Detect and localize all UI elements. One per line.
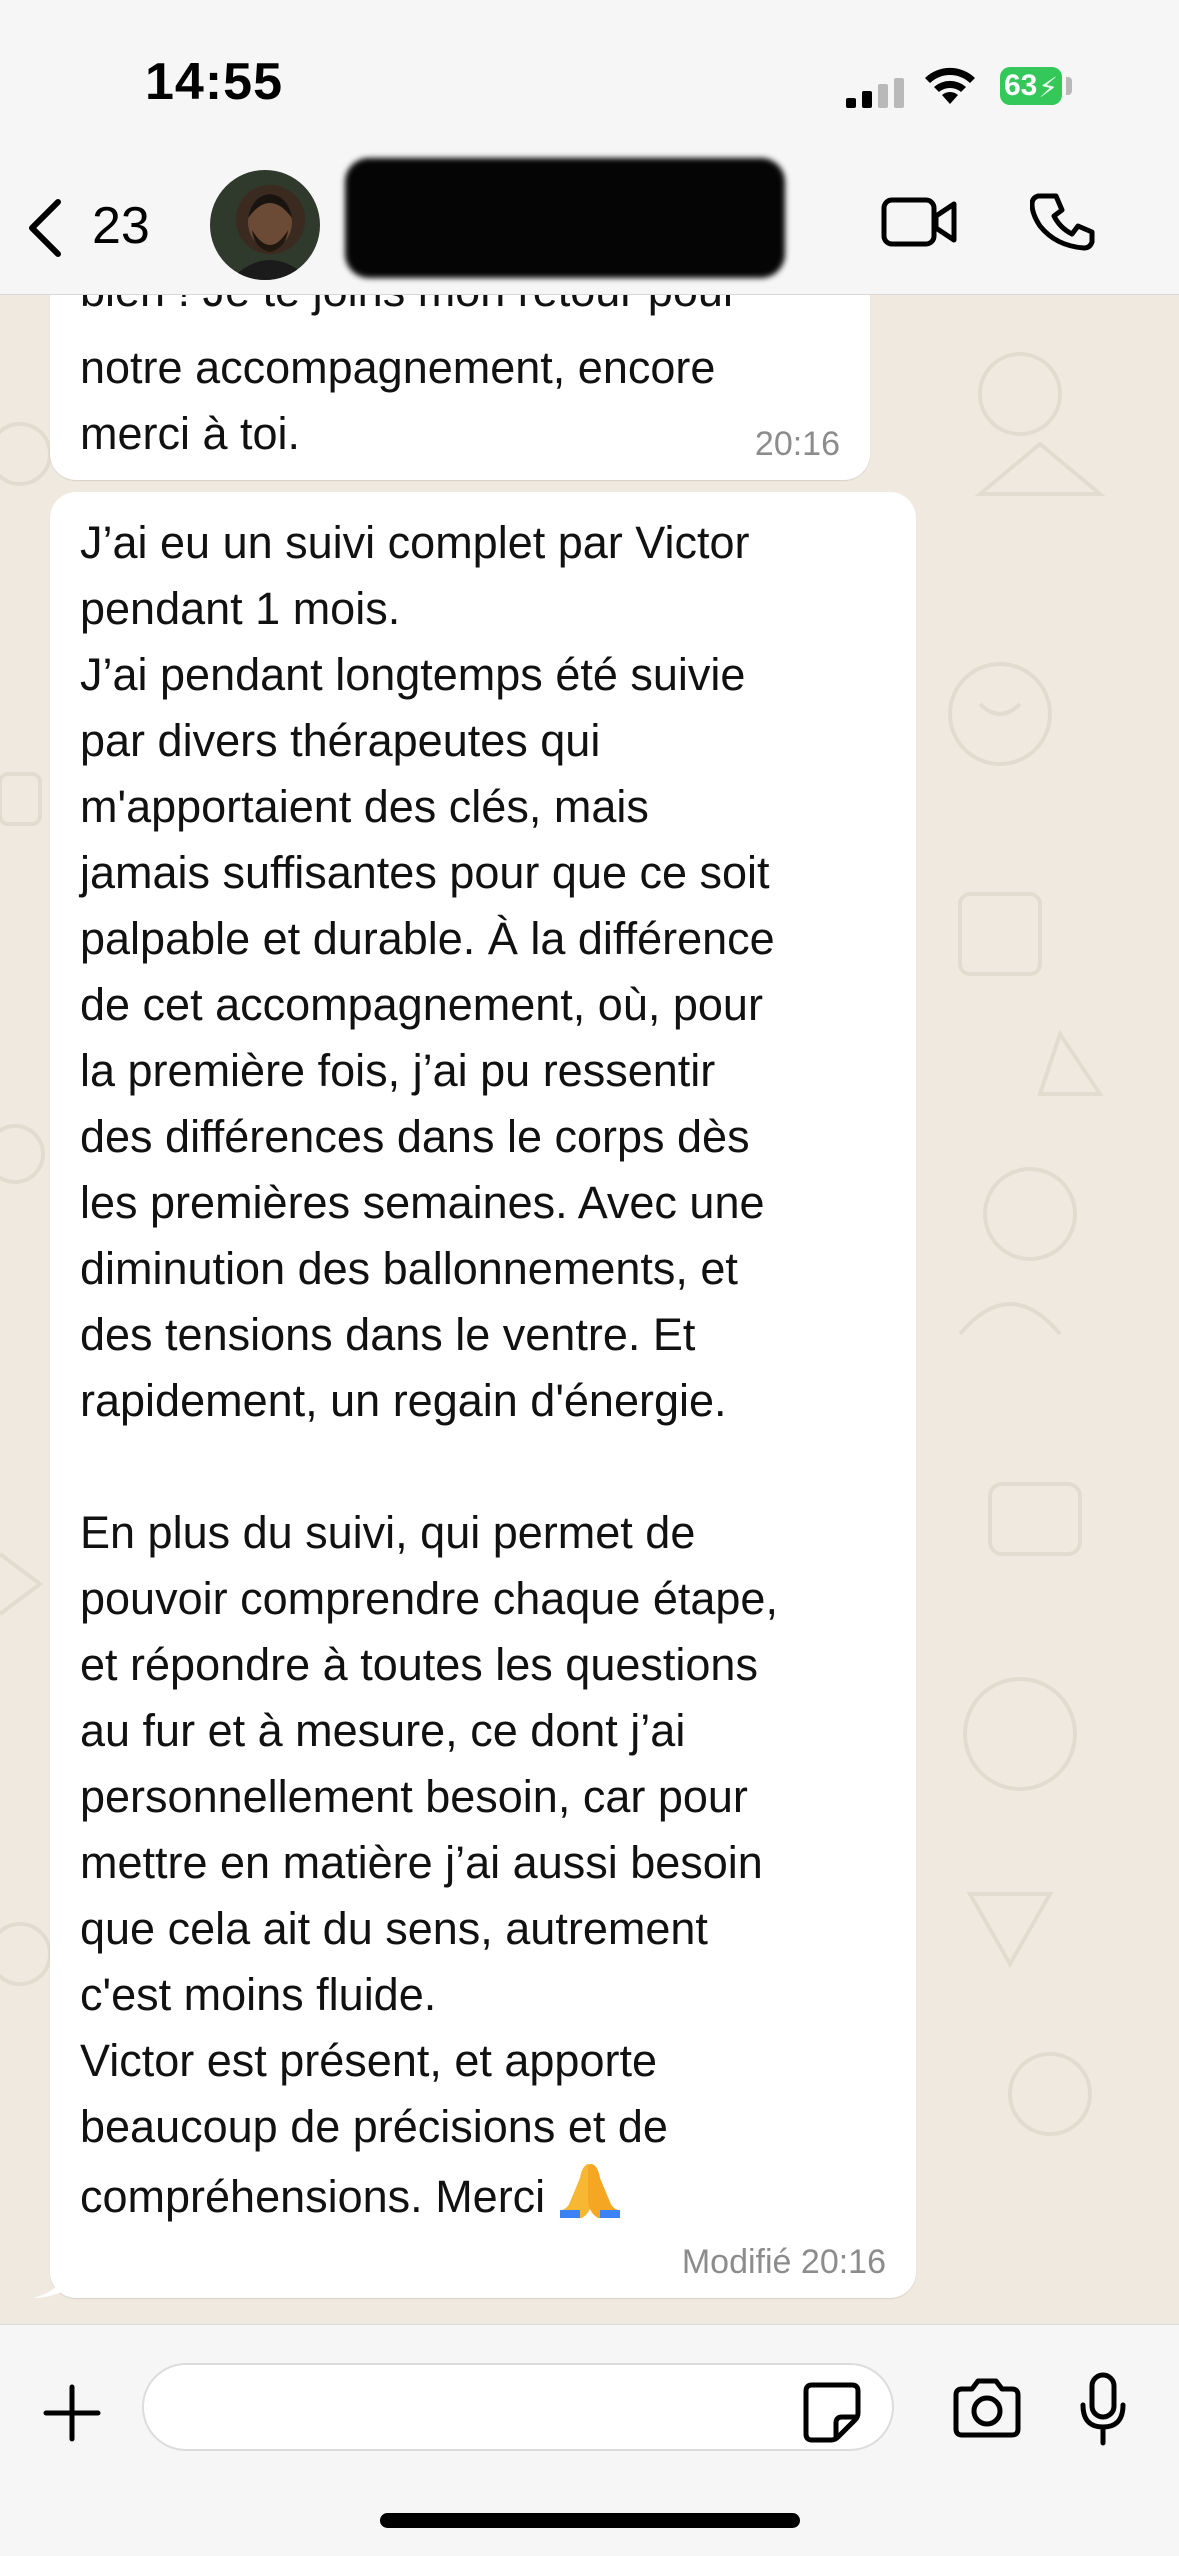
message-text-line: des différences dans le corps dès (80, 1111, 750, 1162)
message-text-line: diminution des ballonnements, et (80, 1243, 738, 1294)
chat-header (0, 0, 1179, 295)
cellular-signal-icon (846, 78, 910, 108)
unread-count: 23 (92, 197, 150, 255)
message-text-blank-line (80, 1434, 886, 1500)
message-text-line: personnellement besoin, car pour (80, 1771, 748, 1822)
message-text-line: c'est moins fluide. (80, 1969, 437, 2020)
battery-indicator (1000, 67, 1062, 105)
message-input[interactable] (142, 2363, 894, 2451)
message-text-line: beaucoup de précisions et de (80, 2101, 668, 2152)
message-text-line: pouvoir comprendre chaque étape, (80, 1573, 778, 1624)
bubble-tail (32, 2280, 62, 2300)
back-button[interactable] (22, 192, 172, 262)
message-text-line: les premières semaines. Avec une (80, 1177, 765, 1228)
message-text-line: de cet accompagnement, où, pour (80, 979, 763, 1030)
message-timestamp: 20:16 (800, 2243, 886, 2281)
message-text-line: que cela ait du sens, autrement (80, 1903, 708, 1954)
video-call-icon[interactable] (880, 192, 960, 252)
message-timestamp: 20:16 (754, 425, 840, 463)
charging-bolt-icon: ⚡ (1038, 72, 1058, 103)
home-indicator (380, 2513, 800, 2528)
message-text-line: pendant 1 mois. (80, 583, 401, 634)
message-bubble[interactable] (50, 492, 916, 2298)
message-text-line: palpable et durable. À la différence (80, 913, 775, 964)
message-text-line: la première fois, j’ai pu ressentir (80, 1045, 716, 1096)
message-text-line: et répondre à toutes les questions (80, 1639, 758, 1690)
message-text-last-line (80, 2160, 886, 2230)
status-time: 14:55 (145, 53, 283, 111)
plus-icon[interactable] (40, 2381, 104, 2445)
contact-name-redacted[interactable] (345, 158, 785, 278)
message-text-line: Victor est présent, et apporte (80, 2035, 658, 2086)
sticker-icon[interactable] (800, 2379, 864, 2443)
message-text-line: J’ai pendant longtemps été suivie (80, 649, 746, 700)
wallpaper-doodle-icon (900, 334, 1160, 2234)
message-text-line: m'apportaient des clés, mais (80, 781, 649, 832)
message-text-line: En plus du suivi, qui permet de (80, 1507, 696, 1558)
message-text-line: merci à toi. (80, 408, 301, 459)
chevron-left-icon (22, 196, 66, 260)
edited-label: Modifié (681, 2243, 792, 2281)
microphone-icon[interactable] (1078, 2371, 1128, 2449)
wifi-icon (922, 64, 978, 106)
message-text-line: des tensions dans le ventre. Et (80, 1309, 696, 1360)
phone-icon[interactable] (1030, 190, 1096, 256)
battery-cap (1066, 77, 1072, 95)
message-text-line: notre accompagnement, encore (80, 342, 716, 393)
message-text-line: compréhensions. Merci (80, 2171, 546, 2222)
camera-icon[interactable] (950, 2377, 1024, 2441)
message-text-line: par divers thérapeutes qui (80, 715, 601, 766)
folded-hands-emoji-icon (558, 2160, 622, 2220)
message-text-line: au fur et à mesure, ce dont j’ai (80, 1705, 686, 1756)
contact-avatar[interactable] (210, 170, 320, 280)
message-meta (682, 2242, 886, 2282)
message-text-line: rapidement, un regain d'énergie. (80, 1375, 727, 1426)
battery-level: 63 (1004, 69, 1038, 102)
message-text-line: jamais suffisantes pour que ce soit (80, 847, 770, 898)
message-text-line: J’ai eu un suivi complet par Victor (80, 517, 750, 568)
message-text-line: mettre en matière j’ai aussi besoin (80, 1837, 763, 1888)
avatar-photo (210, 170, 320, 280)
